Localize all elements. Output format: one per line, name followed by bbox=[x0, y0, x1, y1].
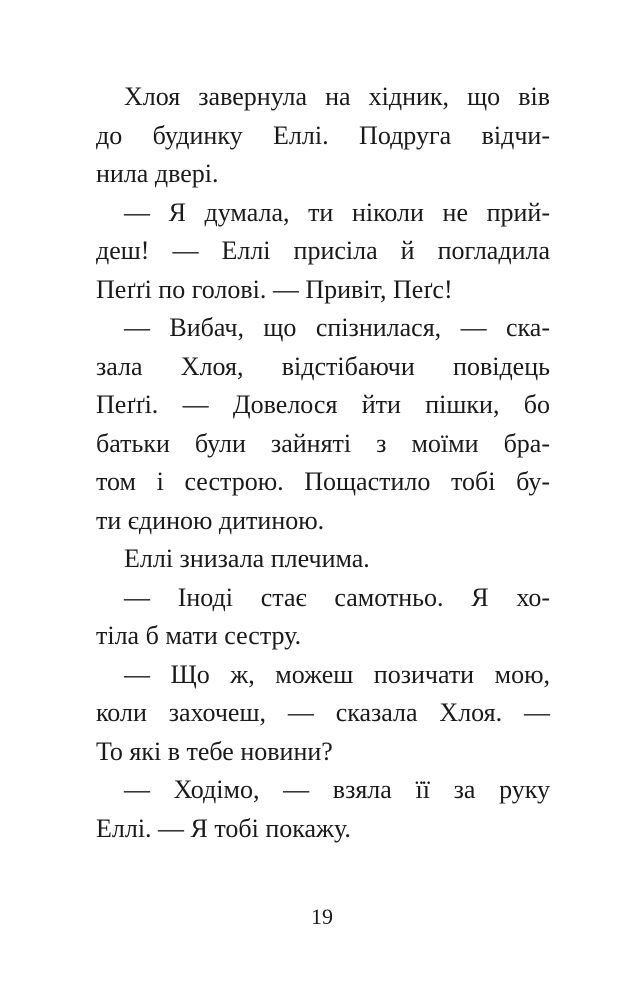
text-line: Еллі. — Я тобі покажу. bbox=[96, 813, 351, 843]
body-text bbox=[96, 78, 550, 848]
text-line: до будинку Еллі. Подруга відчи- bbox=[96, 120, 550, 150]
text-line: зала Хлоя, відстібаючи повідець bbox=[96, 351, 550, 381]
text-line: тіла б мати сестру. bbox=[96, 621, 302, 650]
text-line: коли захочеш, — сказала Хлоя. — bbox=[96, 698, 550, 727]
text-line: То які в тебе новини? bbox=[96, 736, 333, 766]
text-line: ти єдиною дитиною. bbox=[96, 505, 325, 535]
text-line: батьки були зайняті з моїми бра- bbox=[96, 428, 550, 458]
text-line: — Я думала, ти ніколи не прий- bbox=[124, 197, 550, 227]
text-line: Пеґґі по голові. — Привіт, Пеґс! bbox=[96, 274, 453, 304]
text-line: том і сестрою. Пощастило тобі бу- bbox=[96, 467, 550, 496]
text-line: — Ходімо, — взяла її за руку bbox=[124, 775, 550, 804]
text-line: нила двері. bbox=[96, 159, 219, 188]
text-line: Еллі знизала плечима. bbox=[124, 544, 370, 573]
text-line: Хлоя завернула на хідник, що вів bbox=[124, 82, 550, 111]
text-line: Пеґґі. — Довелося йти пішки, бо bbox=[96, 390, 550, 419]
text-line: — Що ж, можеш позичати мою, bbox=[124, 659, 550, 689]
page-number: 19 bbox=[311, 904, 333, 929]
text-line: деш! — Еллі присіла й погладила bbox=[96, 236, 550, 265]
text-line: — Вибач, що спізнилася, — ска- bbox=[124, 313, 550, 342]
text-line: — Іноді стає самотньо. Я хо- bbox=[124, 582, 550, 612]
